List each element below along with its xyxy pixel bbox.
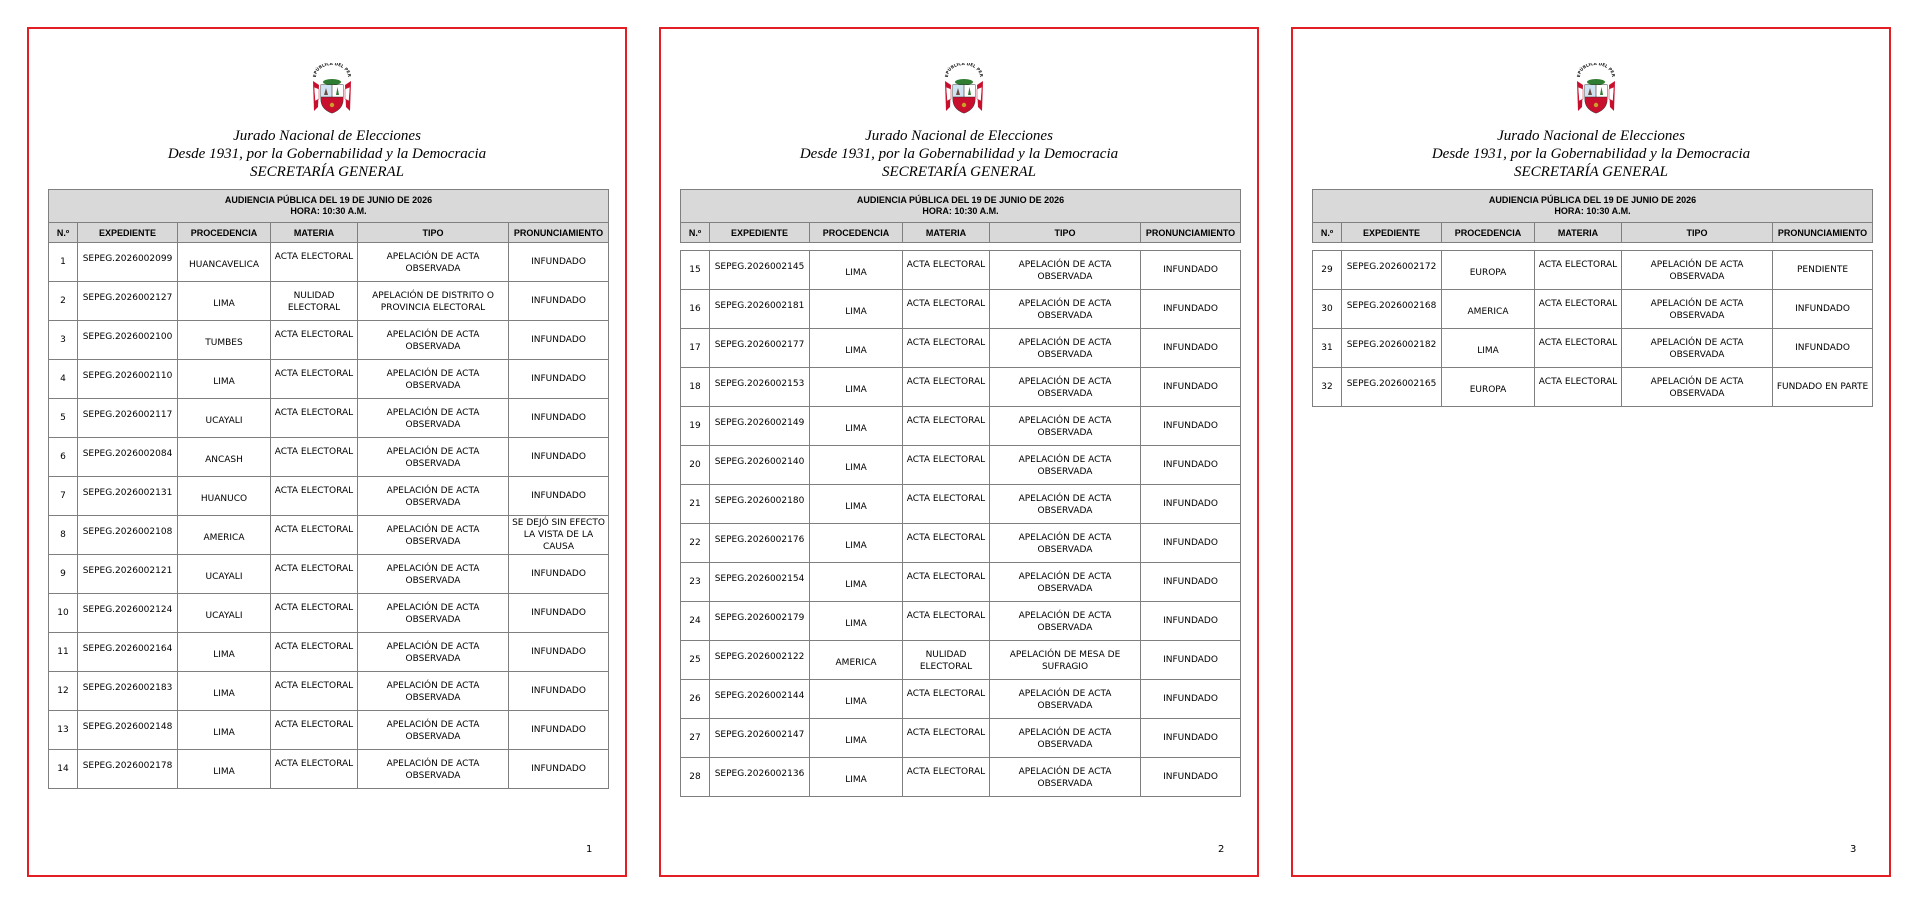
document-header bbox=[661, 127, 1257, 181]
materia-cell: ACTA ELECTORAL bbox=[271, 633, 358, 672]
materia-cell: ACTA ELECTORAL bbox=[271, 360, 358, 399]
column-header-row bbox=[681, 223, 1241, 243]
row-number: 12 bbox=[49, 672, 78, 711]
table-row bbox=[1313, 368, 1873, 407]
header-office: SECRETARÍA GENERAL bbox=[1513, 164, 1668, 180]
procedencia-cell: LIMA bbox=[810, 290, 903, 329]
tipo-cell: APELACIÓN DE ACTA OBSERVADA bbox=[990, 251, 1141, 290]
procedencia-cell: EUROPA bbox=[1442, 368, 1535, 407]
materia-cell: ACTA ELECTORAL bbox=[903, 407, 990, 446]
row-number: 29 bbox=[1313, 251, 1342, 290]
column-header-procedencia: PROCEDENCIA bbox=[178, 223, 271, 243]
pronunciamiento-cell: INFUNDADO bbox=[1141, 680, 1241, 719]
hearing-time: HORA: 10:30 A.M. bbox=[922, 206, 999, 216]
row-number: 28 bbox=[681, 758, 710, 797]
tipo-cell: APELACIÓN DE ACTA OBSERVADA bbox=[358, 750, 509, 789]
materia-cell: ACTA ELECTORAL bbox=[271, 555, 358, 594]
procedencia-cell: LIMA bbox=[810, 368, 903, 407]
table-row bbox=[681, 368, 1241, 407]
tipo-cell: APELACIÓN DE ACTA OBSERVADA bbox=[358, 399, 509, 438]
expediente-cell: SEPEG.2026002145 bbox=[710, 251, 810, 290]
pronunciamiento-cell: PENDIENTE bbox=[1773, 251, 1873, 290]
tipo-cell: APELACIÓN DE ACTA OBSERVADA bbox=[358, 555, 509, 594]
hearing-title: AUDIENCIA PÚBLICA DEL 19 DE JUNIO DE 2026 bbox=[856, 195, 1065, 205]
expediente-cell: SEPEG.2026002136 bbox=[710, 758, 810, 797]
tipo-cell: APELACIÓN DE ACTA OBSERVADA bbox=[358, 243, 509, 282]
row-number: 25 bbox=[681, 641, 710, 680]
expediente-cell: SEPEG.2026002127 bbox=[78, 282, 178, 321]
procedencia-cell: UCAYALI bbox=[178, 399, 271, 438]
tipo-cell: APELACIÓN DE ACTA OBSERVADA bbox=[990, 758, 1141, 797]
svg-text:REPÚBLICA DEL PERÚ: EPÚBLICA DEL PER bbox=[1575, 63, 1617, 78]
header-motto: Desde 1931, por la Gobernabilidad y la Democracia bbox=[799, 146, 1119, 162]
expediente-cell: SEPEG.2026002140 bbox=[710, 446, 810, 485]
column-header-materia: MATERIA bbox=[271, 223, 358, 243]
materia-cell: ACTA ELECTORAL bbox=[271, 672, 358, 711]
procedencia-cell: LIMA bbox=[178, 750, 271, 789]
expediente-cell: SEPEG.2026002164 bbox=[78, 633, 178, 672]
materia-cell: ACTA ELECTORAL bbox=[271, 594, 358, 633]
table-row bbox=[681, 524, 1241, 563]
pronunciamiento-cell: FUNDADO EN PARTE bbox=[1773, 368, 1873, 407]
column-header-expediente: EXPEDIENTE bbox=[710, 223, 810, 243]
page-number: 2 bbox=[1218, 844, 1225, 855]
column-header-row bbox=[49, 223, 609, 243]
column-header-expediente: EXPEDIENTE bbox=[78, 223, 178, 243]
row-number: 30 bbox=[1313, 290, 1342, 329]
procedencia-cell: LIMA bbox=[810, 485, 903, 524]
materia-cell: ACTA ELECTORAL bbox=[903, 446, 990, 485]
spacer-row bbox=[1313, 243, 1873, 251]
pronunciamiento-cell: INFUNDADO bbox=[509, 750, 609, 789]
pronunciamiento-cell: INFUNDADO bbox=[1141, 290, 1241, 329]
tipo-cell: APELACIÓN DE ACTA OBSERVADA bbox=[990, 407, 1141, 446]
header-motto: Desde 1931, por la Gobernabilidad y la Democracia bbox=[1431, 146, 1751, 162]
pronunciamiento-cell: INFUNDADO bbox=[1141, 368, 1241, 407]
hearing-time: HORA: 10:30 A.M. bbox=[1554, 206, 1631, 216]
tipo-cell: APELACIÓN DE ACTA OBSERVADA bbox=[990, 446, 1141, 485]
column-header-number: N.º bbox=[49, 223, 78, 243]
table-row bbox=[681, 446, 1241, 485]
table-row bbox=[49, 243, 609, 282]
hearing-table bbox=[1312, 189, 1873, 407]
tipo-cell: APELACIÓN DE ACTA OBSERVADA bbox=[358, 594, 509, 633]
header-motto: Desde 1931, por la Gobernabilidad y la Democracia bbox=[167, 146, 487, 162]
table-row bbox=[681, 563, 1241, 602]
table-title-cell bbox=[681, 190, 1241, 223]
pronunciamiento-cell: INFUNDADO bbox=[1141, 758, 1241, 797]
tipo-cell: APELACIÓN DE ACTA OBSERVADA bbox=[990, 680, 1141, 719]
table-body bbox=[1313, 251, 1873, 407]
materia-cell: ACTA ELECTORAL bbox=[271, 750, 358, 789]
expediente-cell: SEPEG.2026002099 bbox=[78, 243, 178, 282]
procedencia-cell: AMERICA bbox=[178, 516, 271, 555]
tipo-cell: APELACIÓN DE ACTA OBSERVADA bbox=[358, 438, 509, 477]
table-title-cell bbox=[1313, 190, 1873, 223]
tipo-cell: APELACIÓN DE ACTA OBSERVADA bbox=[990, 368, 1141, 407]
materia-cell: ACTA ELECTORAL bbox=[903, 563, 990, 602]
column-header-materia: MATERIA bbox=[903, 223, 990, 243]
table-row bbox=[1313, 251, 1873, 290]
expediente-cell: SEPEG.2026002144 bbox=[710, 680, 810, 719]
pronunciamiento-cell: INFUNDADO bbox=[1141, 407, 1241, 446]
materia-cell: ACTA ELECTORAL bbox=[903, 719, 990, 758]
materia-cell: ACTA ELECTORAL bbox=[903, 680, 990, 719]
row-number: 6 bbox=[49, 438, 78, 477]
table-row bbox=[681, 719, 1241, 758]
procedencia-cell: LIMA bbox=[178, 282, 271, 321]
procedencia-cell: ANCASH bbox=[178, 438, 271, 477]
table-row bbox=[49, 555, 609, 594]
row-number: 23 bbox=[681, 563, 710, 602]
row-number: 24 bbox=[681, 602, 710, 641]
pronunciamiento-cell: INFUNDADO bbox=[509, 438, 609, 477]
table-row bbox=[681, 407, 1241, 446]
procedencia-cell: LIMA bbox=[810, 719, 903, 758]
document-page-2 bbox=[659, 27, 1259, 877]
document-page-3 bbox=[1291, 27, 1891, 877]
procedencia-cell: LIMA bbox=[178, 360, 271, 399]
column-header-number: N.º bbox=[1313, 223, 1342, 243]
table-row bbox=[1313, 290, 1873, 329]
row-number: 16 bbox=[681, 290, 710, 329]
procedencia-cell: LIMA bbox=[810, 329, 903, 368]
tipo-cell: APELACIÓN DE ACTA OBSERVADA bbox=[1622, 290, 1773, 329]
expediente-cell: SEPEG.2026002183 bbox=[78, 672, 178, 711]
svg-text:REPÚBLICA DEL PERÚ: EPÚBLICA DEL PER bbox=[943, 63, 985, 78]
expediente-cell: SEPEG.2026002121 bbox=[78, 555, 178, 594]
table-row bbox=[49, 750, 609, 789]
coat-of-arms-icon bbox=[310, 63, 354, 117]
expediente-cell: SEPEG.2026002178 bbox=[78, 750, 178, 789]
procedencia-cell: LIMA bbox=[810, 407, 903, 446]
row-number: 31 bbox=[1313, 329, 1342, 368]
tipo-cell: APELACIÓN DE ACTA OBSERVADA bbox=[990, 719, 1141, 758]
procedencia-cell: LIMA bbox=[810, 251, 903, 290]
row-number: 4 bbox=[49, 360, 78, 399]
expediente-cell: SEPEG.2026002110 bbox=[78, 360, 178, 399]
pronunciamiento-cell: INFUNDADO bbox=[509, 672, 609, 711]
column-header-pronunciamiento: PRONUNCIAMIENTO bbox=[1773, 223, 1873, 243]
row-number: 22 bbox=[681, 524, 710, 563]
procedencia-cell: LIMA bbox=[178, 672, 271, 711]
row-number: 26 bbox=[681, 680, 710, 719]
row-number: 19 bbox=[681, 407, 710, 446]
table-row bbox=[49, 711, 609, 750]
table-row bbox=[681, 758, 1241, 797]
header-office: SECRETARÍA GENERAL bbox=[249, 164, 404, 180]
materia-cell: ACTA ELECTORAL bbox=[903, 602, 990, 641]
procedencia-cell: AMERICA bbox=[1442, 290, 1535, 329]
tipo-cell: APELACIÓN DE ACTA OBSERVADA bbox=[990, 563, 1141, 602]
page-number: 1 bbox=[586, 844, 593, 855]
pronunciamiento-cell: INFUNDADO bbox=[509, 243, 609, 282]
materia-cell: ACTA ELECTORAL bbox=[271, 399, 358, 438]
table-row bbox=[49, 477, 609, 516]
header-institution: Jurado Nacional de Elecciones bbox=[233, 128, 421, 144]
row-number: 14 bbox=[49, 750, 78, 789]
procedencia-cell: LIMA bbox=[810, 446, 903, 485]
materia-cell: ACTA ELECTORAL bbox=[1535, 368, 1622, 407]
materia-cell: ACTA ELECTORAL bbox=[903, 524, 990, 563]
row-number: 20 bbox=[681, 446, 710, 485]
tipo-cell: APELACIÓN DE MESA DE SUFRAGIO bbox=[990, 641, 1141, 680]
table-row bbox=[681, 251, 1241, 290]
table-row bbox=[49, 438, 609, 477]
materia-cell: ACTA ELECTORAL bbox=[271, 321, 358, 360]
tipo-cell: APELACIÓN DE ACTA OBSERVADA bbox=[990, 329, 1141, 368]
pronunciamiento-cell: INFUNDADO bbox=[1141, 329, 1241, 368]
procedencia-cell: UCAYALI bbox=[178, 555, 271, 594]
tipo-cell: APELACIÓN DE DISTRITO O PROVINCIA ELECTORAL bbox=[358, 282, 509, 321]
row-number: 1 bbox=[49, 243, 78, 282]
expediente-cell: SEPEG.2026002100 bbox=[78, 321, 178, 360]
pronunciamiento-cell: INFUNDADO bbox=[509, 282, 609, 321]
pronunciamiento-cell: INFUNDADO bbox=[509, 321, 609, 360]
procedencia-cell: EUROPA bbox=[1442, 251, 1535, 290]
tipo-cell: APELACIÓN DE ACTA OBSERVADA bbox=[1622, 368, 1773, 407]
table-row bbox=[681, 290, 1241, 329]
table-row bbox=[681, 485, 1241, 524]
expediente-cell: SEPEG.2026002168 bbox=[1342, 290, 1442, 329]
svg-text:REPÚBLICA DEL PERÚ: EPÚBLICA DEL PER bbox=[311, 63, 353, 78]
row-number: 21 bbox=[681, 485, 710, 524]
pronunciamiento-cell: INFUNDADO bbox=[509, 360, 609, 399]
expediente-cell: SEPEG.2026002179 bbox=[710, 602, 810, 641]
table-body bbox=[681, 251, 1241, 797]
expediente-cell: SEPEG.2026002182 bbox=[1342, 329, 1442, 368]
header-institution: Jurado Nacional de Elecciones bbox=[1497, 128, 1685, 144]
expediente-cell: SEPEG.2026002149 bbox=[710, 407, 810, 446]
column-header-procedencia: PROCEDENCIA bbox=[810, 223, 903, 243]
row-number: 27 bbox=[681, 719, 710, 758]
procedencia-cell: LIMA bbox=[810, 524, 903, 563]
table-title-cell bbox=[49, 190, 609, 223]
expediente-cell: SEPEG.2026002154 bbox=[710, 563, 810, 602]
expediente-cell: SEPEG.2026002148 bbox=[78, 711, 178, 750]
document-header bbox=[1293, 127, 1889, 181]
procedencia-cell: HUANUCO bbox=[178, 477, 271, 516]
row-number: 15 bbox=[681, 251, 710, 290]
column-header-number: N.º bbox=[681, 223, 710, 243]
tipo-cell: APELACIÓN DE ACTA OBSERVADA bbox=[358, 672, 509, 711]
row-number: 3 bbox=[49, 321, 78, 360]
tipo-cell: APELACIÓN DE ACTA OBSERVADA bbox=[358, 633, 509, 672]
column-header-tipo: TIPO bbox=[1622, 223, 1773, 243]
materia-cell: ACTA ELECTORAL bbox=[903, 368, 990, 407]
pronunciamiento-cell: INFUNDADO bbox=[1141, 641, 1241, 680]
expediente-cell: SEPEG.2026002124 bbox=[78, 594, 178, 633]
hearing-title: AUDIENCIA PÚBLICA DEL 19 DE JUNIO DE 2026 bbox=[1488, 195, 1697, 205]
row-number: 17 bbox=[681, 329, 710, 368]
expediente-cell: SEPEG.2026002122 bbox=[710, 641, 810, 680]
document-page-1 bbox=[27, 27, 627, 877]
expediente-cell: SEPEG.2026002084 bbox=[78, 438, 178, 477]
procedencia-cell: LIMA bbox=[810, 602, 903, 641]
procedencia-cell: AMERICA bbox=[810, 641, 903, 680]
column-header-expediente: EXPEDIENTE bbox=[1342, 223, 1442, 243]
tipo-cell: APELACIÓN DE ACTA OBSERVADA bbox=[990, 485, 1141, 524]
pronunciamiento-cell: INFUNDADO bbox=[1141, 524, 1241, 563]
table-row bbox=[681, 602, 1241, 641]
page-number: 3 bbox=[1850, 844, 1857, 855]
materia-cell: ACTA ELECTORAL bbox=[271, 243, 358, 282]
pronunciamiento-cell: INFUNDADO bbox=[509, 594, 609, 633]
table-row bbox=[681, 680, 1241, 719]
expediente-cell: SEPEG.2026002180 bbox=[710, 485, 810, 524]
materia-cell: ACTA ELECTORAL bbox=[903, 485, 990, 524]
pronunciamiento-cell: INFUNDADO bbox=[509, 711, 609, 750]
row-number: 10 bbox=[49, 594, 78, 633]
table-row bbox=[49, 399, 609, 438]
hearing-title: AUDIENCIA PÚBLICA DEL 19 DE JUNIO DE 2026 bbox=[224, 195, 433, 205]
procedencia-cell: LIMA bbox=[810, 563, 903, 602]
expediente-cell: SEPEG.2026002177 bbox=[710, 329, 810, 368]
materia-cell: ACTA ELECTORAL bbox=[271, 438, 358, 477]
procedencia-cell: LIMA bbox=[810, 758, 903, 797]
expediente-cell: SEPEG.2026002108 bbox=[78, 516, 178, 555]
table-row bbox=[49, 633, 609, 672]
tipo-cell: APELACIÓN DE ACTA OBSERVADA bbox=[358, 360, 509, 399]
row-number: 32 bbox=[1313, 368, 1342, 407]
table-row bbox=[49, 516, 609, 555]
table-row bbox=[49, 282, 609, 321]
pronunciamiento-cell: INFUNDADO bbox=[1141, 719, 1241, 758]
expediente-cell: SEPEG.2026002172 bbox=[1342, 251, 1442, 290]
pronunciamiento-cell: INFUNDADO bbox=[1141, 602, 1241, 641]
expediente-cell: SEPEG.2026002181 bbox=[710, 290, 810, 329]
pronunciamiento-cell: INFUNDADO bbox=[509, 399, 609, 438]
hearing-table bbox=[48, 189, 609, 789]
column-header-pronunciamiento: PRONUNCIAMIENTO bbox=[1141, 223, 1241, 243]
materia-cell: ACTA ELECTORAL bbox=[271, 477, 358, 516]
pronunciamiento-cell: INFUNDADO bbox=[509, 477, 609, 516]
expediente-cell: SEPEG.2026002176 bbox=[710, 524, 810, 563]
column-header-procedencia: PROCEDENCIA bbox=[1442, 223, 1535, 243]
column-header-materia: MATERIA bbox=[1535, 223, 1622, 243]
tipo-cell: APELACIÓN DE ACTA OBSERVADA bbox=[990, 290, 1141, 329]
coat-of-arms-icon bbox=[1574, 63, 1618, 117]
row-number: 11 bbox=[49, 633, 78, 672]
table-body bbox=[49, 243, 609, 789]
pronunciamiento-cell: INFUNDADO bbox=[1141, 563, 1241, 602]
tipo-cell: APELACIÓN DE ACTA OBSERVADA bbox=[358, 711, 509, 750]
procedencia-cell: LIMA bbox=[178, 633, 271, 672]
procedencia-cell: LIMA bbox=[178, 711, 271, 750]
table-row bbox=[681, 329, 1241, 368]
tipo-cell: APELACIÓN DE ACTA OBSERVADA bbox=[1622, 251, 1773, 290]
column-header-row bbox=[1313, 223, 1873, 243]
table-row bbox=[49, 594, 609, 633]
row-number: 5 bbox=[49, 399, 78, 438]
document-header bbox=[29, 127, 625, 181]
row-number: 18 bbox=[681, 368, 710, 407]
tipo-cell: APELACIÓN DE ACTA OBSERVADA bbox=[1622, 329, 1773, 368]
materia-cell: NULIDAD ELECTORAL bbox=[903, 641, 990, 680]
pronunciamiento-cell: INFUNDADO bbox=[1773, 329, 1873, 368]
table-row bbox=[1313, 329, 1873, 368]
tipo-cell: APELACIÓN DE ACTA OBSERVADA bbox=[358, 477, 509, 516]
pronunciamiento-cell: INFUNDADO bbox=[1773, 290, 1873, 329]
pronunciamiento-cell: INFUNDADO bbox=[509, 633, 609, 672]
spacer-row bbox=[681, 243, 1241, 251]
row-number: 7 bbox=[49, 477, 78, 516]
expediente-cell: SEPEG.2026002165 bbox=[1342, 368, 1442, 407]
column-header-pronunciamiento: PRONUNCIAMIENTO bbox=[509, 223, 609, 243]
materia-cell: NULIDAD ELECTORAL bbox=[271, 282, 358, 321]
row-number: 13 bbox=[49, 711, 78, 750]
materia-cell: ACTA ELECTORAL bbox=[1535, 251, 1622, 290]
tipo-cell: APELACIÓN DE ACTA OBSERVADA bbox=[358, 321, 509, 360]
row-number: 9 bbox=[49, 555, 78, 594]
materia-cell: ACTA ELECTORAL bbox=[1535, 329, 1622, 368]
table-row bbox=[49, 360, 609, 399]
hearing-table bbox=[680, 189, 1241, 797]
coat-of-arms-icon bbox=[942, 63, 986, 117]
procedencia-cell: UCAYALI bbox=[178, 594, 271, 633]
pronunciamiento-cell: SE DEJÓ SIN EFECTO LA VISTA DE LA CAUSA bbox=[509, 516, 609, 555]
table-row bbox=[49, 321, 609, 360]
materia-cell: ACTA ELECTORAL bbox=[271, 711, 358, 750]
tipo-cell: APELACIÓN DE ACTA OBSERVADA bbox=[358, 516, 509, 555]
procedencia-cell: LIMA bbox=[1442, 329, 1535, 368]
column-header-tipo: TIPO bbox=[358, 223, 509, 243]
table-row bbox=[681, 641, 1241, 680]
pronunciamiento-cell: INFUNDADO bbox=[1141, 251, 1241, 290]
materia-cell: ACTA ELECTORAL bbox=[271, 516, 358, 555]
tipo-cell: APELACIÓN DE ACTA OBSERVADA bbox=[990, 524, 1141, 563]
materia-cell: ACTA ELECTORAL bbox=[903, 290, 990, 329]
expediente-cell: SEPEG.2026002131 bbox=[78, 477, 178, 516]
procedencia-cell: LIMA bbox=[810, 680, 903, 719]
expediente-cell: SEPEG.2026002117 bbox=[78, 399, 178, 438]
procedencia-cell: HUANCAVELICA bbox=[178, 243, 271, 282]
pronunciamiento-cell: INFUNDADO bbox=[1141, 446, 1241, 485]
materia-cell: ACTA ELECTORAL bbox=[903, 251, 990, 290]
pronunciamiento-cell: INFUNDADO bbox=[509, 555, 609, 594]
row-number: 8 bbox=[49, 516, 78, 555]
tipo-cell: APELACIÓN DE ACTA OBSERVADA bbox=[990, 602, 1141, 641]
table-row bbox=[49, 672, 609, 711]
procedencia-cell: TUMBES bbox=[178, 321, 271, 360]
header-office: SECRETARÍA GENERAL bbox=[881, 164, 1036, 180]
materia-cell: ACTA ELECTORAL bbox=[1535, 290, 1622, 329]
expediente-cell: SEPEG.2026002147 bbox=[710, 719, 810, 758]
hearing-time: HORA: 10:30 A.M. bbox=[290, 206, 367, 216]
expediente-cell: SEPEG.2026002153 bbox=[710, 368, 810, 407]
row-number: 2 bbox=[49, 282, 78, 321]
column-header-tipo: TIPO bbox=[990, 223, 1141, 243]
pronunciamiento-cell: INFUNDADO bbox=[1141, 485, 1241, 524]
materia-cell: ACTA ELECTORAL bbox=[903, 758, 990, 797]
materia-cell: ACTA ELECTORAL bbox=[903, 329, 990, 368]
header-institution: Jurado Nacional de Elecciones bbox=[865, 128, 1053, 144]
